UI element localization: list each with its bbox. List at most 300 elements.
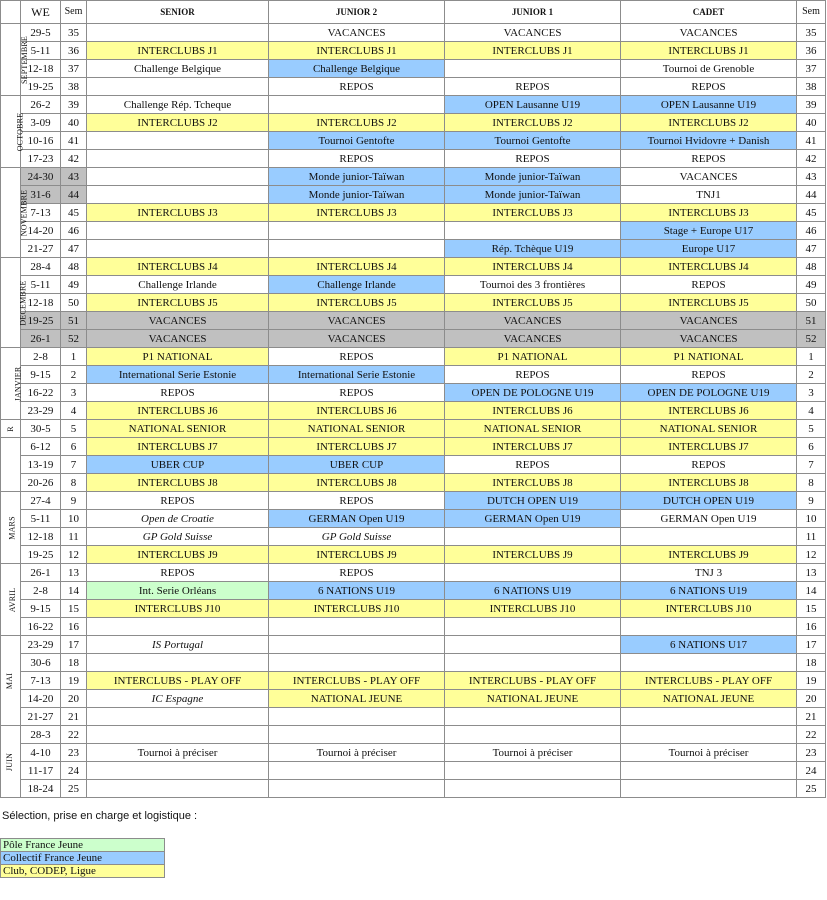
week-dates: 19-25	[21, 78, 61, 96]
week-dates: 17-23	[21, 150, 61, 168]
month-label	[1, 726, 21, 798]
cadet-cell: REPOS	[621, 456, 797, 474]
senior-cell: INTERCLUBS J7	[87, 438, 269, 456]
senior-cell: REPOS	[87, 564, 269, 582]
junior2-cell	[269, 780, 445, 798]
week-number: 37	[61, 60, 87, 78]
junior2-cell: Challenge Irlande	[269, 276, 445, 294]
junior2-cell: Tournoi à préciser	[269, 744, 445, 762]
table-row	[1, 510, 826, 528]
junior1-cell: NATIONAL SENIOR	[445, 420, 621, 438]
cadet-cell: INTERCLUBS J1	[621, 42, 797, 60]
senior-cell	[87, 186, 269, 204]
week-dates: 16-22	[21, 618, 61, 636]
junior2-cell: INTERCLUBS J2	[269, 114, 445, 132]
week-number-right: 37	[797, 60, 826, 78]
senior-header: SENIOR	[87, 1, 269, 24]
legend-row	[1, 839, 165, 852]
junior1-cell: GERMAN Open U19	[445, 510, 621, 528]
week-number: 13	[61, 564, 87, 582]
junior1-cell: Tournoi des 3 frontières	[445, 276, 621, 294]
cadet-cell	[621, 708, 797, 726]
senior-cell: Open de Croatie	[87, 510, 269, 528]
week-number-right: 41	[797, 132, 826, 150]
week-dates: 12-18	[21, 528, 61, 546]
week-dates: 26-1	[21, 564, 61, 582]
junior2-header: JUNIOR 2	[269, 1, 445, 24]
senior-cell: VACANCES	[87, 312, 269, 330]
week-dates: 19-25	[21, 546, 61, 564]
cadet-cell: DUTCH OPEN U19	[621, 492, 797, 510]
senior-cell: INTERCLUBS J10	[87, 600, 269, 618]
week-dates: 9-15	[21, 366, 61, 384]
week-dates: 6-12	[21, 438, 61, 456]
junior2-cell: UBER CUP	[269, 456, 445, 474]
week-number: 22	[61, 726, 87, 744]
junior1-cell: DUTCH OPEN U19	[445, 492, 621, 510]
week-dates: 12-18	[21, 60, 61, 78]
month-label	[1, 258, 28, 348]
week-number: 14	[61, 582, 87, 600]
cadet-cell: NATIONAL JEUNE	[621, 690, 797, 708]
week-number: 25	[61, 780, 87, 798]
month-label	[1, 564, 21, 636]
cadet-cell: INTERCLUBS J8	[621, 474, 797, 492]
senior-cell	[87, 654, 269, 672]
junior1-cell: INTERCLUBS J2	[445, 114, 621, 132]
week-number: 23	[61, 744, 87, 762]
junior1-cell: REPOS	[445, 456, 621, 474]
table-row	[1, 474, 826, 492]
week-number-right: 20	[797, 690, 826, 708]
table-row	[1, 150, 826, 168]
schedule-body	[1, 24, 826, 798]
junior1-cell	[445, 222, 621, 240]
month-label-text: DECEMBRE	[18, 279, 28, 326]
junior1-cell	[445, 762, 621, 780]
week-number: 16	[61, 618, 87, 636]
week-number-right: 48	[797, 258, 826, 276]
week-number-right: 38	[797, 78, 826, 96]
week-number: 10	[61, 510, 87, 528]
header-row	[1, 1, 826, 24]
week-dates: 16-22	[21, 384, 61, 402]
legend-table	[0, 838, 165, 878]
junior2-cell: INTERCLUBS J3	[269, 204, 445, 222]
week-dates: 30-5	[21, 420, 61, 438]
week-number: 48	[61, 258, 87, 276]
week-number-right: 51	[797, 312, 826, 330]
cadet-cell: INTERCLUBS - PLAY OFF	[621, 672, 797, 690]
week-number-right: 17	[797, 636, 826, 654]
week-number-right: 35	[797, 24, 826, 42]
table-row	[1, 330, 826, 348]
week-number: 2	[61, 366, 87, 384]
junior1-cell	[445, 564, 621, 582]
junior1-cell	[445, 636, 621, 654]
junior1-cell: INTERCLUBS J4	[445, 258, 621, 276]
junior2-cell: INTERCLUBS J6	[269, 402, 445, 420]
week-number-right: 22	[797, 726, 826, 744]
table-row	[1, 42, 826, 60]
week-dates: 26-1	[21, 330, 61, 348]
month-header	[1, 1, 21, 24]
table-row	[1, 654, 826, 672]
week-dates: 31-6	[21, 186, 61, 204]
junior1-cell: INTERCLUBS J9	[445, 546, 621, 564]
week-dates: 21-27	[21, 708, 61, 726]
senior-cell	[87, 240, 269, 258]
junior2-cell: VACANCES	[269, 312, 445, 330]
week-number: 21	[61, 708, 87, 726]
month-label	[1, 24, 30, 96]
junior1-cell	[445, 708, 621, 726]
week-number-right: 39	[797, 96, 826, 114]
table-row	[1, 600, 826, 618]
cadet-cell	[621, 528, 797, 546]
table-row	[1, 312, 826, 330]
week-number-right: 7	[797, 456, 826, 474]
week-number: 17	[61, 636, 87, 654]
senior-cell	[87, 708, 269, 726]
junior1-cell: P1 NATIONAL	[445, 348, 621, 366]
cadet-cell: 6 NATIONS U17	[621, 636, 797, 654]
cadet-cell: REPOS	[621, 78, 797, 96]
table-row	[1, 204, 826, 222]
junior1-cell: VACANCES	[445, 330, 621, 348]
senior-cell: Tournoi à préciser	[87, 744, 269, 762]
week-dates: 29-5	[21, 24, 61, 42]
senior-cell	[87, 222, 269, 240]
week-number-right: 12	[797, 546, 826, 564]
week-number-right: 16	[797, 618, 826, 636]
junior2-cell: GP Gold Suisse	[269, 528, 445, 546]
junior1-cell: Monde junior-Taïwan	[445, 186, 621, 204]
junior2-cell: REPOS	[269, 150, 445, 168]
week-number-right: 4	[797, 402, 826, 420]
cadet-cell: 6 NATIONS U19	[621, 582, 797, 600]
senior-cell: INTERCLUBS - PLAY OFF	[87, 672, 269, 690]
week-number-right: 1	[797, 348, 826, 366]
senior-cell: International Serie Estonie	[87, 366, 269, 384]
senior-cell: Challenge Belgique	[87, 60, 269, 78]
legend-row	[1, 865, 165, 878]
week-number: 52	[61, 330, 87, 348]
week-dates: 20-26	[21, 474, 61, 492]
week-dates: 2-8	[21, 582, 61, 600]
senior-cell: UBER CUP	[87, 456, 269, 474]
week-number: 36	[61, 42, 87, 60]
month-label-text: AVRIL	[8, 587, 18, 612]
week-number: 20	[61, 690, 87, 708]
cadet-cell: Europe U17	[621, 240, 797, 258]
junior2-cell: REPOS	[269, 78, 445, 96]
week-number: 47	[61, 240, 87, 258]
junior1-cell: OPEN Lausanne U19	[445, 96, 621, 114]
week-number-right: 47	[797, 240, 826, 258]
week-number: 44	[61, 186, 87, 204]
table-row	[1, 258, 826, 276]
week-number: 18	[61, 654, 87, 672]
junior1-cell: VACANCES	[445, 24, 621, 42]
cadet-cell: INTERCLUBS J2	[621, 114, 797, 132]
week-dates: 19-25	[21, 312, 61, 330]
week-number-right: 5	[797, 420, 826, 438]
senior-cell: INTERCLUBS J8	[87, 474, 269, 492]
week-number: 43	[61, 168, 87, 186]
table-row	[1, 384, 826, 402]
week-number: 3	[61, 384, 87, 402]
table-row	[1, 222, 826, 240]
week-number-right: 10	[797, 510, 826, 528]
table-row	[1, 114, 826, 132]
week-number-right: 49	[797, 276, 826, 294]
cadet-cell: NATIONAL SENIOR	[621, 420, 797, 438]
we-header: WE	[21, 1, 61, 24]
month-label	[1, 438, 21, 492]
week-number: 40	[61, 114, 87, 132]
table-row	[1, 762, 826, 780]
table-row	[1, 456, 826, 474]
junior2-cell	[269, 708, 445, 726]
week-dates: 3-09	[21, 114, 61, 132]
cadet-cell: OPEN DE POLOGNE U19	[621, 384, 797, 402]
junior1-cell: Tournoi à préciser	[445, 744, 621, 762]
week-number: 4	[61, 402, 87, 420]
junior1-cell: REPOS	[445, 150, 621, 168]
senior-cell: Int. Serie Orléans	[87, 582, 269, 600]
week-number: 9	[61, 492, 87, 510]
week-number-right: 46	[797, 222, 826, 240]
table-row	[1, 726, 826, 744]
cadet-cell: VACANCES	[621, 330, 797, 348]
senior-cell: P1 NATIONAL	[87, 348, 269, 366]
week-dates: 2-8	[21, 348, 61, 366]
junior2-cell	[269, 240, 445, 258]
cadet-cell: INTERCLUBS J3	[621, 204, 797, 222]
junior1-cell: INTERCLUBS J7	[445, 438, 621, 456]
junior1-cell: Tournoi Gentofte	[445, 132, 621, 150]
cadet-cell	[621, 726, 797, 744]
junior2-cell: INTERCLUBS - PLAY OFF	[269, 672, 445, 690]
week-dates: 13-19	[21, 456, 61, 474]
week-number: 24	[61, 762, 87, 780]
cadet-cell: VACANCES	[621, 24, 797, 42]
week-number-right: 50	[797, 294, 826, 312]
junior2-cell: Challenge Belgique	[269, 60, 445, 78]
table-row	[1, 744, 826, 762]
table-row	[1, 636, 826, 654]
junior1-cell: INTERCLUBS J1	[445, 42, 621, 60]
junior1-cell: INTERCLUBS - PLAY OFF	[445, 672, 621, 690]
cadet-cell: INTERCLUBS J7	[621, 438, 797, 456]
week-number: 15	[61, 600, 87, 618]
junior1-cell: 6 NATIONS U19	[445, 582, 621, 600]
week-number-right: 2	[797, 366, 826, 384]
junior2-cell: REPOS	[269, 384, 445, 402]
cadet-cell: INTERCLUBS J4	[621, 258, 797, 276]
junior2-cell: International Serie Estonie	[269, 366, 445, 384]
week-dates: 18-24	[21, 780, 61, 798]
junior1-cell: INTERCLUBS J3	[445, 204, 621, 222]
table-row	[1, 420, 826, 438]
senior-cell	[87, 150, 269, 168]
table-row	[1, 618, 826, 636]
week-dates: 21-27	[21, 240, 61, 258]
senior-cell: REPOS	[87, 492, 269, 510]
sem-header: Sem	[61, 1, 87, 24]
junior2-cell	[269, 654, 445, 672]
cadet-cell: GERMAN Open U19	[621, 510, 797, 528]
junior1-cell: Rép. Tchèque U19	[445, 240, 621, 258]
senior-cell: GP Gold Suisse	[87, 528, 269, 546]
junior1-cell	[445, 726, 621, 744]
table-row	[1, 672, 826, 690]
week-dates: 23-29	[21, 402, 61, 420]
week-dates: 14-20	[21, 222, 61, 240]
junior2-cell: INTERCLUBS J9	[269, 546, 445, 564]
cadet-header: CADET	[621, 1, 797, 24]
junior2-cell: INTERCLUBS J8	[269, 474, 445, 492]
week-dates: 10-16	[21, 132, 61, 150]
cadet-cell: REPOS	[621, 276, 797, 294]
week-number-right: 44	[797, 186, 826, 204]
week-number-right: 36	[797, 42, 826, 60]
cadet-cell	[621, 762, 797, 780]
month-label-text: OCTOBRE	[15, 112, 25, 151]
week-number-right: 18	[797, 654, 826, 672]
table-row	[1, 564, 826, 582]
week-dates: 14-20	[21, 690, 61, 708]
junior1-cell: Monde junior-Taïwan	[445, 168, 621, 186]
table-row	[1, 78, 826, 96]
table-row	[1, 168, 826, 186]
week-number: 38	[61, 78, 87, 96]
week-dates: 5-11	[21, 276, 61, 294]
junior2-cell: REPOS	[269, 564, 445, 582]
week-dates: 7-13	[21, 672, 61, 690]
week-dates: 23-29	[21, 636, 61, 654]
week-dates: 27-4	[21, 492, 61, 510]
week-dates: 24-30	[21, 168, 61, 186]
table-row	[1, 366, 826, 384]
cadet-cell: INTERCLUBS J6	[621, 402, 797, 420]
week-number: 7	[61, 456, 87, 474]
junior1-cell	[445, 60, 621, 78]
week-number-right: 43	[797, 168, 826, 186]
week-number: 45	[61, 204, 87, 222]
table-row	[1, 780, 826, 798]
month-label-text: NOVEMBRE	[19, 189, 29, 236]
cadet-cell: VACANCES	[621, 168, 797, 186]
cadet-cell: OPEN Lausanne U19	[621, 96, 797, 114]
junior1-cell: NATIONAL JEUNE	[445, 690, 621, 708]
week-number: 39	[61, 96, 87, 114]
table-row	[1, 348, 826, 366]
junior1-cell: OPEN DE POLOGNE U19	[445, 384, 621, 402]
table-row	[1, 60, 826, 78]
month-label	[1, 420, 21, 438]
week-number-right: 9	[797, 492, 826, 510]
week-number: 35	[61, 24, 87, 42]
week-dates: 7-13	[21, 204, 61, 222]
senior-cell	[87, 726, 269, 744]
month-label-text: MAI	[5, 672, 15, 689]
week-number: 11	[61, 528, 87, 546]
table-row	[1, 96, 826, 114]
week-number: 51	[61, 312, 87, 330]
week-number-right: 45	[797, 204, 826, 222]
junior2-cell: VACANCES	[269, 330, 445, 348]
week-dates: 26-2	[21, 96, 61, 114]
month-label-text: R	[5, 425, 15, 432]
senior-cell: Challenge Rép. Tcheque	[87, 96, 269, 114]
senior-cell: INTERCLUBS J2	[87, 114, 269, 132]
table-row	[1, 294, 826, 312]
junior1-cell: REPOS	[445, 78, 621, 96]
senior-cell: INTERCLUBS J1	[87, 42, 269, 60]
month-label	[1, 168, 29, 258]
junior1-cell	[445, 780, 621, 798]
senior-cell	[87, 618, 269, 636]
junior1-cell: REPOS	[445, 366, 621, 384]
sem-header-right: Sem	[797, 1, 826, 24]
cadet-cell: TNJ 3	[621, 564, 797, 582]
junior1-cell	[445, 528, 621, 546]
legend-item: Collectif France Jeune	[1, 852, 165, 865]
month-label	[1, 96, 25, 168]
table-row	[1, 546, 826, 564]
junior1-cell	[445, 618, 621, 636]
week-number-right: 23	[797, 744, 826, 762]
junior1-cell: INTERCLUBS J8	[445, 474, 621, 492]
table-row	[1, 582, 826, 600]
week-number: 19	[61, 672, 87, 690]
table-row	[1, 240, 826, 258]
junior1-cell: INTERCLUBS J5	[445, 294, 621, 312]
junior2-cell: INTERCLUBS J4	[269, 258, 445, 276]
senior-cell	[87, 24, 269, 42]
week-number: 12	[61, 546, 87, 564]
month-label-text: JUIN	[5, 752, 15, 771]
cadet-cell	[621, 780, 797, 798]
week-number-right: 25	[797, 780, 826, 798]
week-dates: 11-17	[21, 762, 61, 780]
junior1-header: JUNIOR 1	[445, 1, 621, 24]
week-dates: 12-18	[21, 294, 61, 312]
junior2-cell: INTERCLUBS J1	[269, 42, 445, 60]
senior-cell: NATIONAL SENIOR	[87, 420, 269, 438]
table-row	[1, 186, 826, 204]
week-number-right: 15	[797, 600, 826, 618]
senior-cell: REPOS	[87, 384, 269, 402]
week-dates: 5-11	[21, 510, 61, 528]
senior-cell	[87, 780, 269, 798]
senior-cell: IS Portugal	[87, 636, 269, 654]
junior2-cell: Monde junior-Taïwan	[269, 168, 445, 186]
week-number: 42	[61, 150, 87, 168]
senior-cell: INTERCLUBS J5	[87, 294, 269, 312]
junior2-cell: VACANCES	[269, 24, 445, 42]
junior1-cell	[445, 654, 621, 672]
month-label	[1, 492, 21, 564]
senior-cell: IC Espagne	[87, 690, 269, 708]
week-dates: 9-15	[21, 600, 61, 618]
junior2-cell: REPOS	[269, 348, 445, 366]
week-number: 41	[61, 132, 87, 150]
month-label	[1, 636, 21, 726]
cadet-cell: VACANCES	[621, 312, 797, 330]
